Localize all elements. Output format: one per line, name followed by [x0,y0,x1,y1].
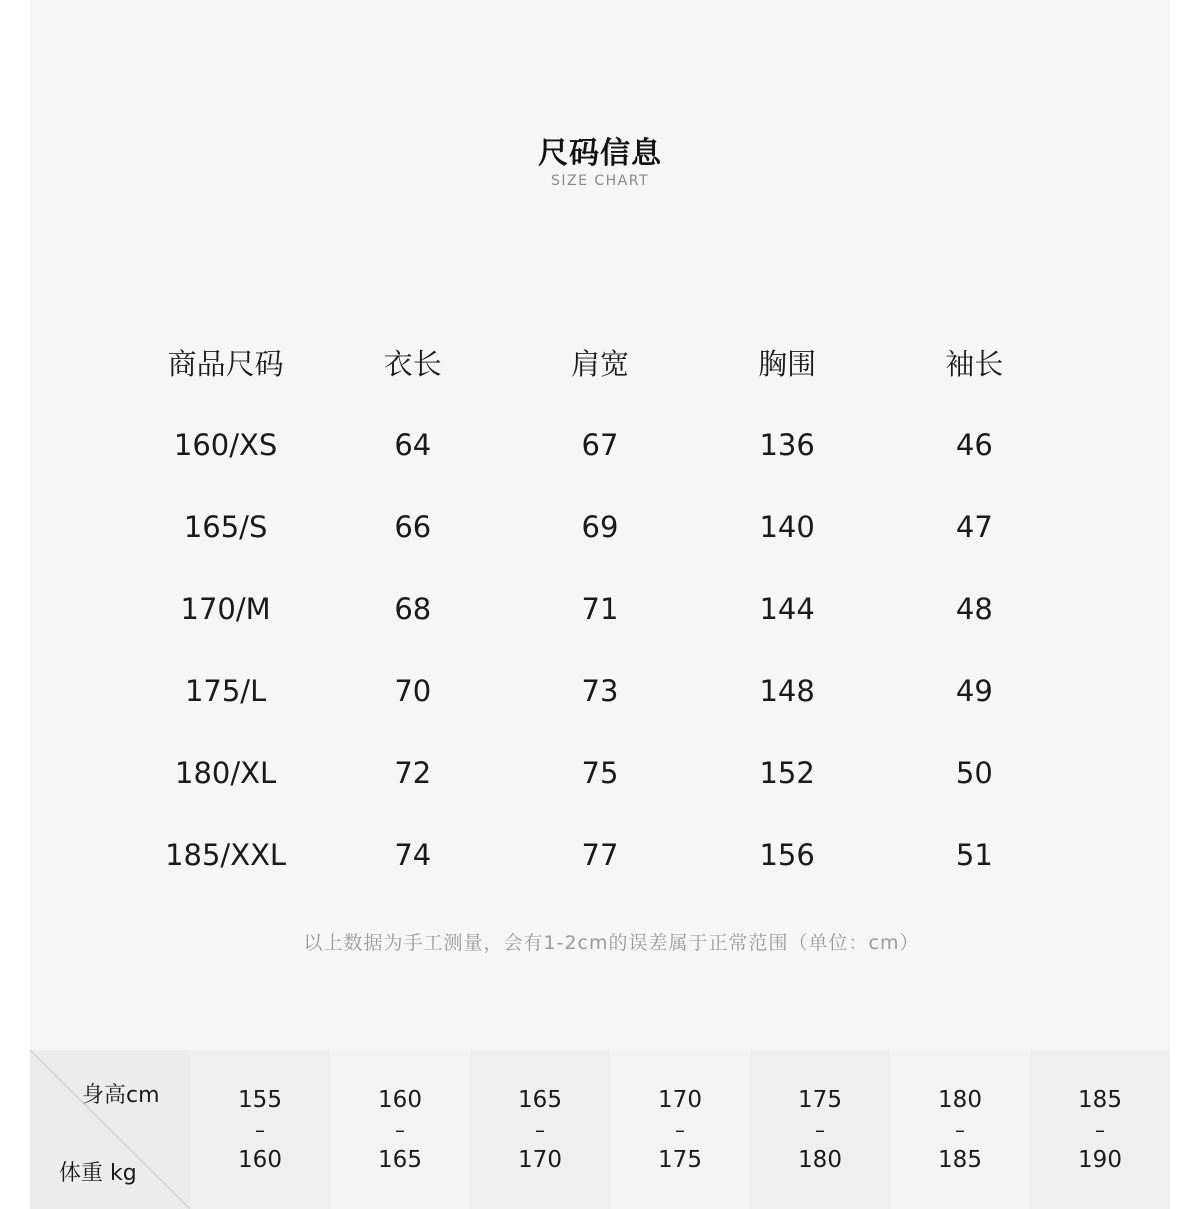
table-cell: 144 [759,592,815,626]
table-cell: 185/XXL [165,838,287,872]
table-cell: 68 [394,592,432,626]
band-column [890,1050,1030,1209]
table-row [132,650,1068,732]
table-cell: 50 [955,756,993,790]
table-cell: 170/M [180,592,271,626]
height-label: 身高cm [82,1083,160,1108]
table-cell: 75 [581,756,619,790]
height-value: 160 [378,1086,422,1113]
height-value: 180 [938,1086,982,1113]
height-value: 175 [798,1086,842,1113]
height-value: 155 [238,1086,282,1113]
table-cell: 70 [394,674,432,708]
table-header-row [132,320,1068,404]
table-cell: 140 [759,510,815,544]
column-header: 衣长 [383,346,442,381]
table-cell: 69 [581,510,619,544]
table-row [132,404,1068,486]
page-subtitle: SIZE CHART [550,173,650,189]
range-dash: – [955,1117,965,1142]
weight-value: 185 [938,1146,982,1173]
table-cell: 48 [955,592,993,626]
height-weight-band [30,1050,1170,1209]
table-cell: 49 [955,674,993,708]
band-column [1030,1050,1170,1209]
weight-value: 165 [378,1146,422,1173]
table-cell: 47 [955,510,993,544]
page-title: 尺码信息 [538,136,662,171]
table-cell: 77 [581,838,619,872]
band-corner-header [30,1050,190,1209]
weight-value: 170 [518,1146,562,1173]
height-value: 170 [658,1086,702,1113]
table-row [132,814,1068,896]
table-cell: 73 [581,674,619,708]
table-cell: 160/XS [173,428,278,462]
range-dash: – [255,1117,265,1142]
size-table [132,320,1068,896]
table-cell: 66 [394,510,432,544]
range-dash: – [1095,1117,1105,1142]
column-header: 袖长 [945,346,1004,381]
table-row [132,486,1068,568]
table-cell: 152 [759,756,815,790]
table-cell: 175/L [184,674,267,708]
band-column [470,1050,610,1209]
weight-value: 160 [238,1146,282,1173]
weight-label: 体重 kg [59,1161,137,1186]
weight-value: 175 [658,1146,702,1173]
range-dash: – [815,1117,825,1142]
table-cell: 136 [759,428,815,462]
table-cell: 51 [955,838,993,872]
range-dash: – [535,1117,545,1142]
band-column [750,1050,890,1209]
measurement-note: 以上数据为手工测量，会有1-2cm的误差属于正常范围（单位：cm） [303,932,920,954]
band-column [610,1050,750,1209]
table-cell: 46 [955,428,993,462]
range-dash: – [395,1117,405,1142]
table-cell: 148 [759,674,815,708]
table-row [132,568,1068,650]
range-dash: – [675,1117,685,1142]
table-cell: 74 [394,838,432,872]
table-cell: 156 [759,838,815,872]
band-column [330,1050,470,1209]
table-cell: 71 [581,592,619,626]
weight-value: 180 [798,1146,842,1173]
height-value: 165 [518,1086,562,1113]
table-cell: 72 [394,756,432,790]
table-cell: 180/XL [175,756,277,790]
height-value: 185 [1078,1086,1122,1113]
column-header: 胸围 [758,346,817,381]
table-row [132,732,1068,814]
column-header: 商品尺码 [167,346,284,381]
column-header: 肩宽 [570,346,629,381]
band-column [190,1050,330,1209]
table-cell: 165/S [183,510,268,544]
table-cell: 64 [394,428,432,462]
weight-value: 190 [1078,1146,1122,1173]
table-cell: 67 [581,428,619,462]
